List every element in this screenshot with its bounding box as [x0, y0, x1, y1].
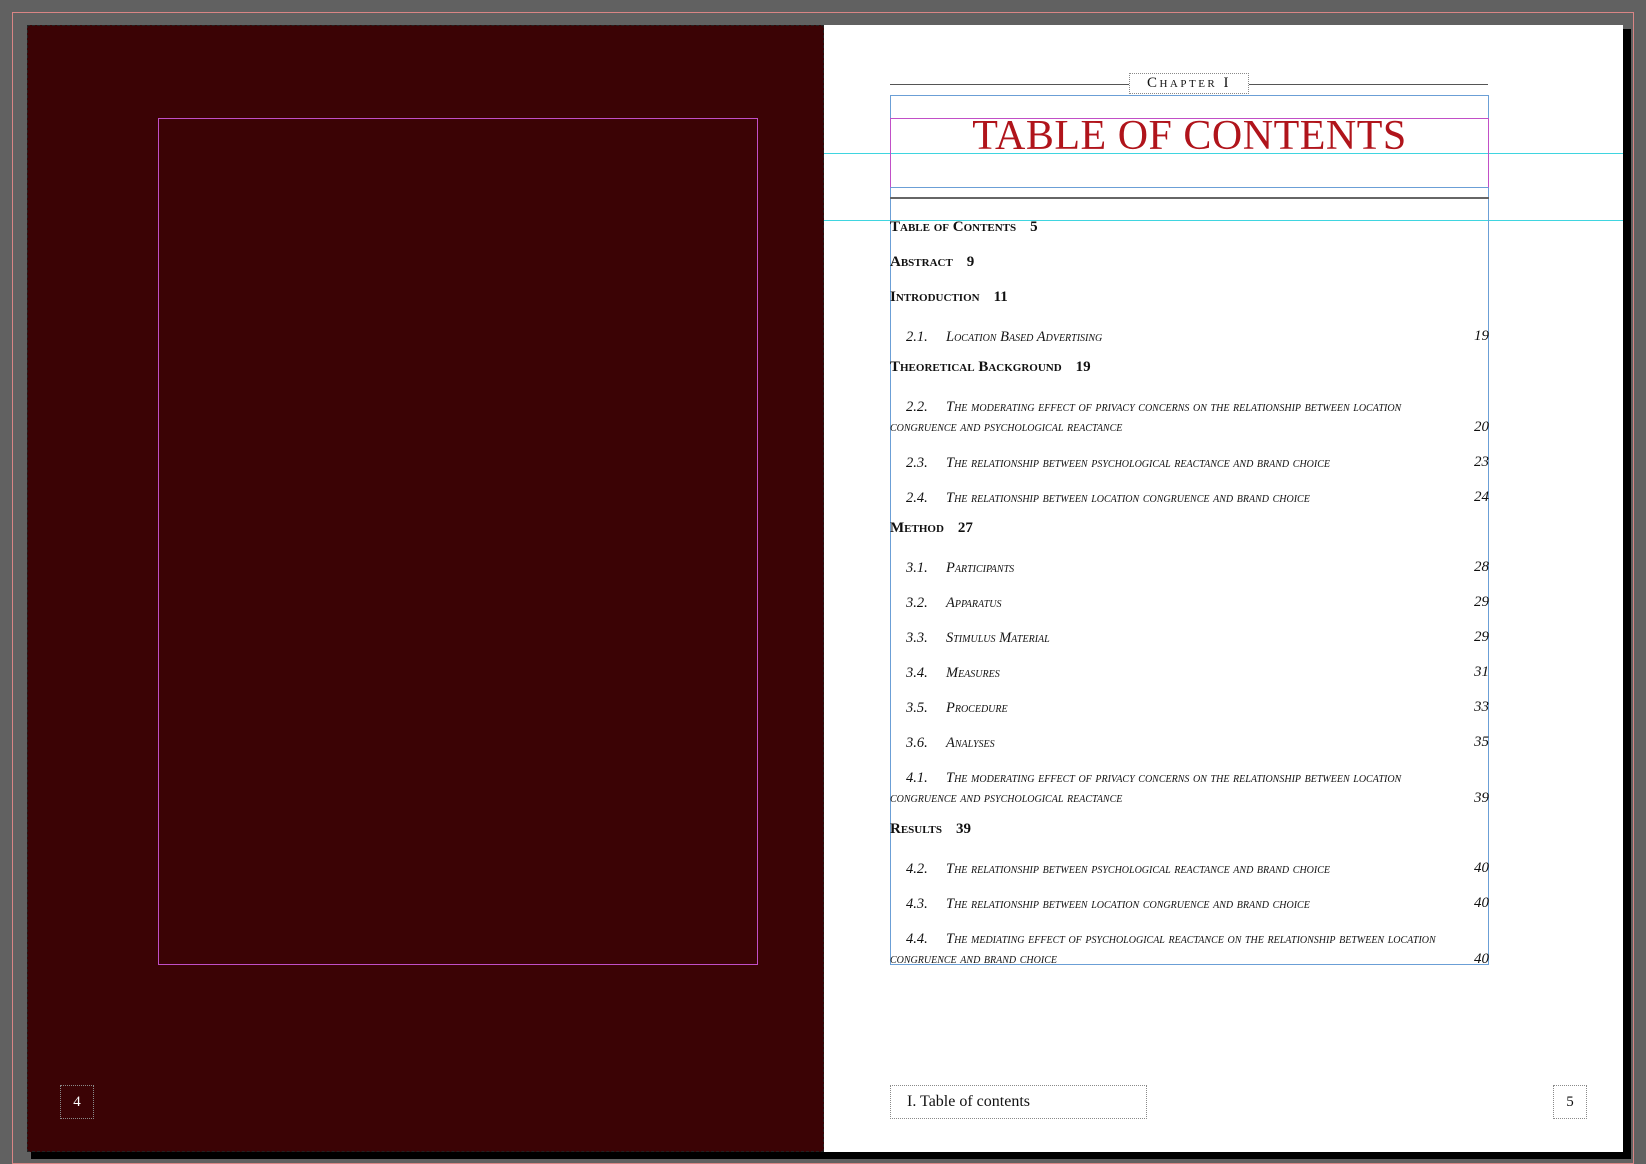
- toc-subsection-text: [890, 397, 1489, 437]
- toc-page-number: 19: [1075, 359, 1091, 375]
- toc-subsection-text: [890, 896, 1310, 912]
- toc-subsection-label: Stimulus Material: [946, 630, 1050, 646]
- left-page-margin-frame[interactable]: [158, 118, 758, 965]
- toc-section-entry: [890, 515, 1489, 550]
- toc-page-number: 33: [1474, 699, 1489, 715]
- toc-section-entry: [890, 249, 1489, 284]
- toc-subsection-number: 2.3.: [906, 455, 928, 471]
- toc-page-number: 23: [1474, 454, 1489, 470]
- toc-subsection-text: [890, 595, 1002, 611]
- toc-subsection-text: [890, 630, 1050, 646]
- toc-subsection-entry: [890, 725, 1489, 760]
- toc-page-number: 39: [956, 821, 972, 837]
- toc-subsection-number: 4.3.: [906, 896, 928, 912]
- toc-subsection-number: 3.4.: [906, 665, 928, 681]
- toc-subsection-text: [890, 665, 1000, 681]
- toc-section-entry: [890, 214, 1489, 249]
- toc-subsection-label: The moderating effect of privacy concerns on the relationship between location congruence and psychological reactance: [890, 770, 1402, 806]
- toc-page-number: 40: [1474, 895, 1489, 911]
- toc-subsection-text: [890, 768, 1489, 808]
- title-rule: [890, 197, 1489, 199]
- table-of-contents: [890, 214, 1489, 977]
- toc-page-number: 39: [1474, 790, 1489, 806]
- toc-subsection-text: [890, 861, 1330, 877]
- toc-subsection-entry: [890, 886, 1489, 921]
- toc-subsection-entry: [890, 550, 1489, 585]
- toc-subsection-number: 2.2.: [906, 399, 928, 415]
- toc-section-label: Method: [890, 520, 944, 536]
- toc-subsection-number: 3.2.: [906, 595, 928, 611]
- toc-page-number: 24: [1474, 489, 1489, 505]
- toc-subsection-number: 2.1.: [906, 329, 928, 345]
- toc-section-label: Abstract: [890, 254, 953, 270]
- toc-subsection-entry: [890, 585, 1489, 620]
- toc-subsection-text: [890, 700, 1008, 716]
- toc-subsection-text: [890, 560, 1014, 576]
- toc-subsection-text: [890, 329, 1102, 345]
- toc-page-number: 31: [1474, 664, 1489, 680]
- toc-section-entry: [890, 284, 1489, 319]
- toc-subsection-number: 4.1.: [906, 770, 928, 786]
- toc-page-number: 19: [1474, 328, 1489, 344]
- page-title: TABLE OF CONTENTS: [972, 113, 1407, 159]
- toc-page-number: 9: [966, 254, 975, 270]
- toc-subsection-entry: [890, 921, 1489, 977]
- toc-subsection-entry: [890, 389, 1489, 445]
- toc-subsection-label: The relationship between psychological reactance and brand choice: [946, 861, 1330, 877]
- toc-page-number: 29: [1474, 594, 1489, 610]
- toc-subsection-number: 3.3.: [906, 630, 928, 646]
- toc-subsection-entry: [890, 480, 1489, 515]
- toc-subsection-label: Location Based Advertising: [946, 329, 1103, 345]
- toc-subsection-entry: [890, 319, 1489, 354]
- chapter-label[interactable]: Chapter I: [1129, 73, 1249, 94]
- toc-subsection-text: [890, 455, 1330, 471]
- toc-section-label: Theoretical Background: [890, 359, 1062, 375]
- toc-page-number: 40: [1474, 860, 1489, 876]
- toc-subsection-text: [890, 735, 995, 751]
- toc-subsection-number: 4.2.: [906, 861, 928, 877]
- toc-subsection-text: [890, 490, 1310, 506]
- toc-section-entry: [890, 354, 1489, 389]
- toc-page-number: 5: [1030, 219, 1038, 235]
- toc-page-number: 29: [1474, 629, 1489, 645]
- left-page-number[interactable]: 4: [60, 1085, 94, 1119]
- toc-subsection-label: Measures: [946, 665, 1000, 681]
- toc-subsection-entry: [890, 620, 1489, 655]
- toc-subsection-number: 4.4.: [906, 931, 928, 947]
- toc-subsection-label: Procedure: [946, 700, 1008, 716]
- toc-subsection-label: Participants: [946, 560, 1015, 576]
- toc-subsection-text: [890, 929, 1489, 969]
- toc-subsection-label: Apparatus: [946, 595, 1002, 611]
- toc-subsection-label: The moderating effect of privacy concerns on the relationship between location congruence and psychological reactance: [890, 399, 1402, 435]
- toc-page-number: 11: [993, 289, 1008, 305]
- toc-page-number: 40: [1474, 951, 1489, 967]
- toc-subsection-number: 3.5.: [906, 700, 928, 716]
- toc-subsection-label: The relationship between psychological reactance and brand choice: [946, 455, 1330, 471]
- toc-section-label: Table of Contents: [890, 219, 1017, 235]
- toc-subsection-label: The relationship between location congruence and brand choice: [946, 896, 1310, 912]
- toc-subsection-label: Analyses: [946, 735, 995, 751]
- toc-section-label: Results: [890, 821, 943, 837]
- toc-subsection-entry: [890, 655, 1489, 690]
- toc-subsection-label: The relationship between location congruence and brand choice: [946, 490, 1310, 506]
- toc-page-number: 20: [1474, 419, 1489, 435]
- toc-page-number: 28: [1474, 559, 1489, 575]
- toc-subsection-entry: [890, 760, 1489, 816]
- toc-section-label: Introduction: [890, 289, 980, 305]
- running-footer[interactable]: I. Table of contents: [890, 1085, 1147, 1119]
- toc-section-entry: [890, 816, 1489, 851]
- right-page-number[interactable]: 5: [1553, 1085, 1587, 1119]
- toc-subsection-entry: [890, 690, 1489, 725]
- toc-subsection-number: 2.4.: [906, 490, 928, 506]
- toc-page-number: 27: [957, 520, 973, 536]
- toc-page-number: 35: [1474, 734, 1489, 750]
- toc-subsection-label: The mediating effect of psychological reactance on the relationship between location congruence and brand choice: [890, 931, 1436, 967]
- toc-subsection-entry: [890, 851, 1489, 886]
- toc-subsection-entry: [890, 445, 1489, 480]
- toc-subsection-number: 3.6.: [906, 735, 928, 751]
- toc-subsection-number: 3.1.: [906, 560, 928, 576]
